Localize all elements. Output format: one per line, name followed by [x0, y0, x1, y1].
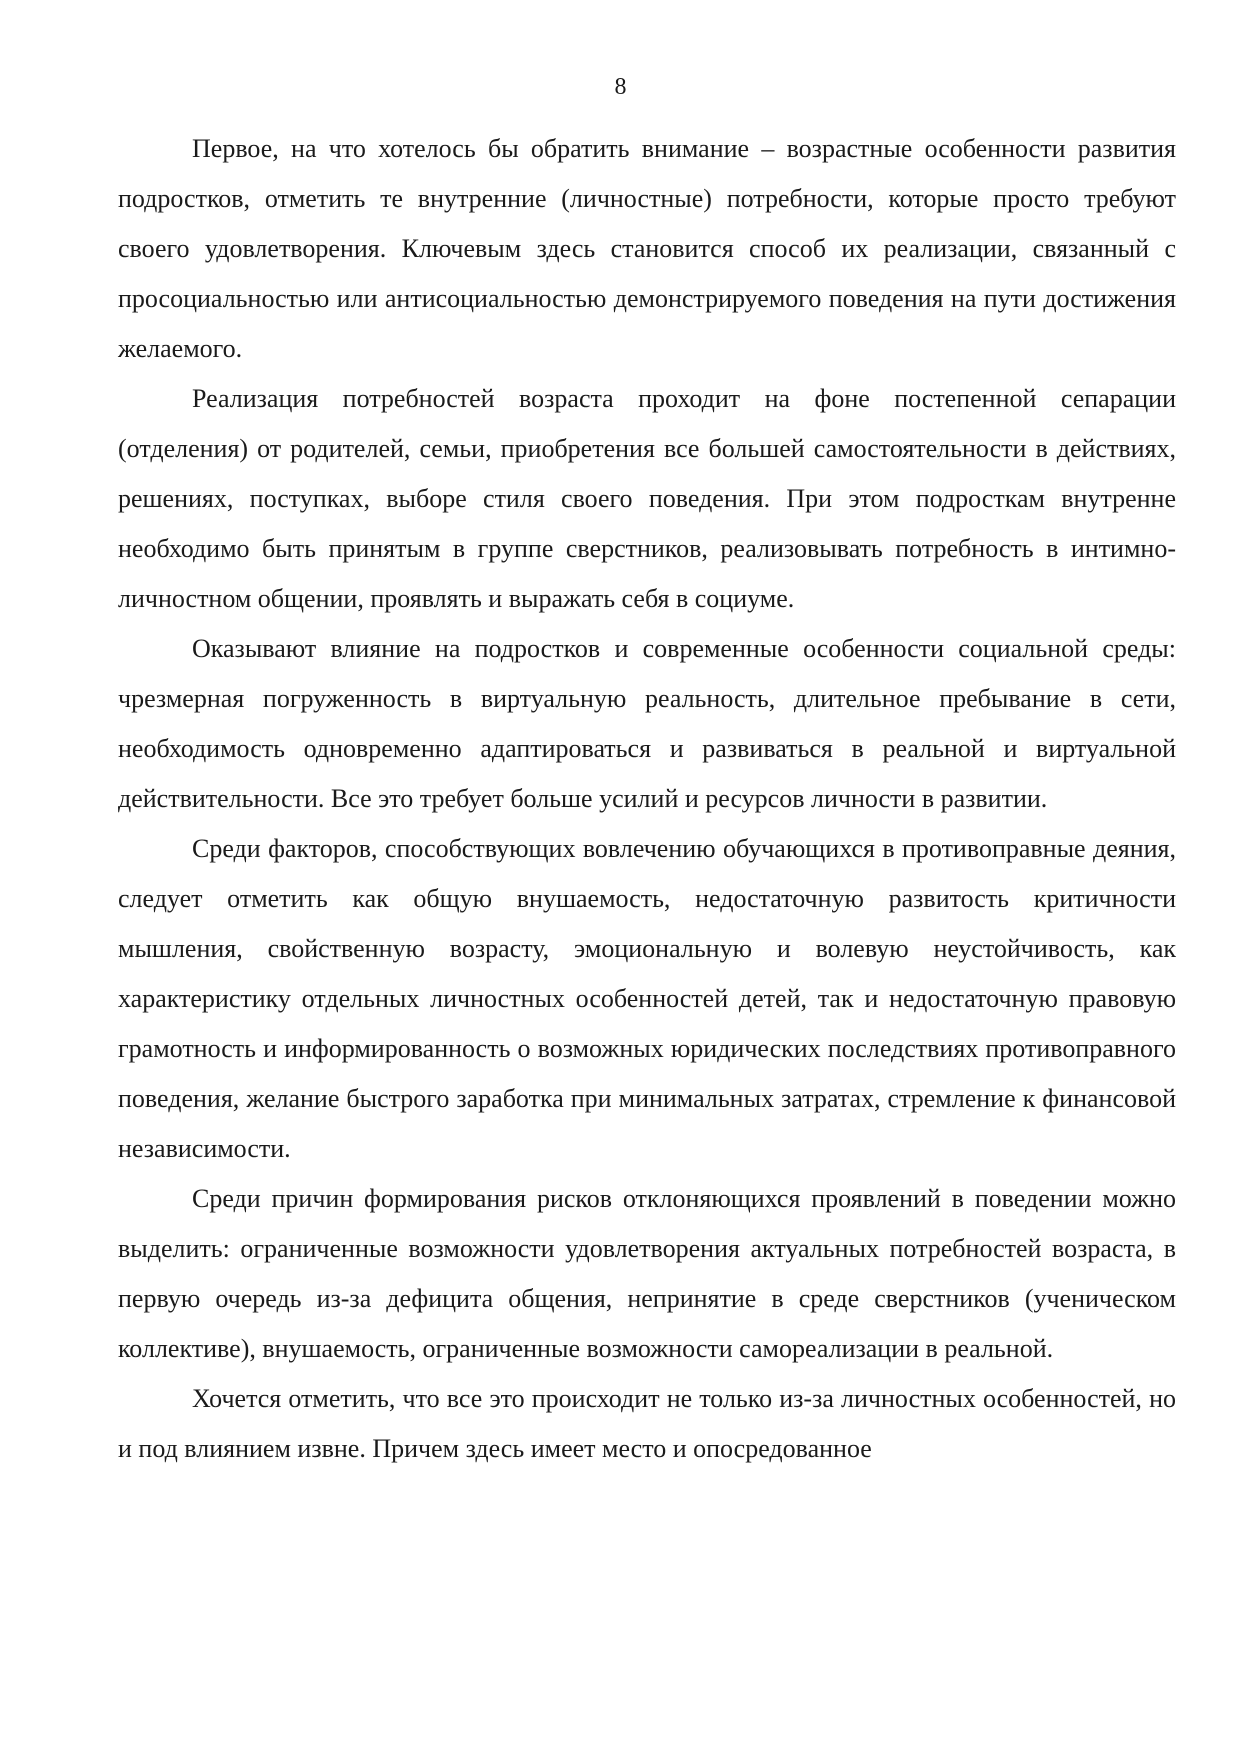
paragraph-4: Среди факторов, способствующих вовлечению обучающихся в противоправные деяния, следует отметить как общую внушаемость, недостаточную развитость критичности мышления, свойственную возрасту, эмоциональную и волевую неустойчивость, как характеристику отдельных личностных особенностей детей, так и недостаточную правовую грамотность и информированность о возможных юридических последствиях противоправного поведения, желание быстрого заработка при минимальных затратах, стремление к финансовой независимости. — [118, 834, 1176, 1163]
paragraph-2: Реализация потребностей возраста проходит на фоне постепенной сепарации (отделения) от родителей, семьи, приобретения все большей самостоятельности в действиях, решениях, поступках, выборе стиля своего поведения. При этом подросткам внутренне необходимо быть принятым в группе сверстников, реализовывать потребность в интимно-личностном общении, проявлять и выражать себя в социуме. — [118, 384, 1176, 613]
paragraph-1: Первое, на что хотелось бы обратить внимание – возрастные особенности развития подростков, отметить те внутренние (личностные) потребности, которые просто требуют своего удовлетворения. Ключевым здесь становится способ их реализации, связанный с просоциальностью или антисоциальностью демонстрируемого поведения на пути достижения желаемого. — [118, 134, 1176, 363]
paragraph-6: Хочется отметить, что все это происходит не только из-за личностных особенностей, но и под влиянием извне. Причем здесь имеет место и опосредованное — [118, 1384, 1176, 1463]
page-number: 8 — [614, 74, 627, 100]
document-body — [118, 124, 1176, 1474]
paragraph-3: Оказывают влияние на подростков и современные особенности социальной среды: чрезмерная погруженность в виртуальную реальность, длительное пребывание в сети, необходимость одновременно адаптироваться и развиваться в реальной и виртуальной действительности. Все это требует больше усилий и ресурсов личности в развитии. — [118, 634, 1176, 813]
paragraph-5: Среди причин формирования рисков отклоняющихся проявлений в поведении можно выделить: ограниченные возможности удовлетворения актуальных потребностей возраста, в первую очередь из-за дефицита общения, непринятие в среде сверстников (ученическом коллективе), внушаемость, ограниченные возможности самореализации в реальной. — [118, 1184, 1176, 1363]
